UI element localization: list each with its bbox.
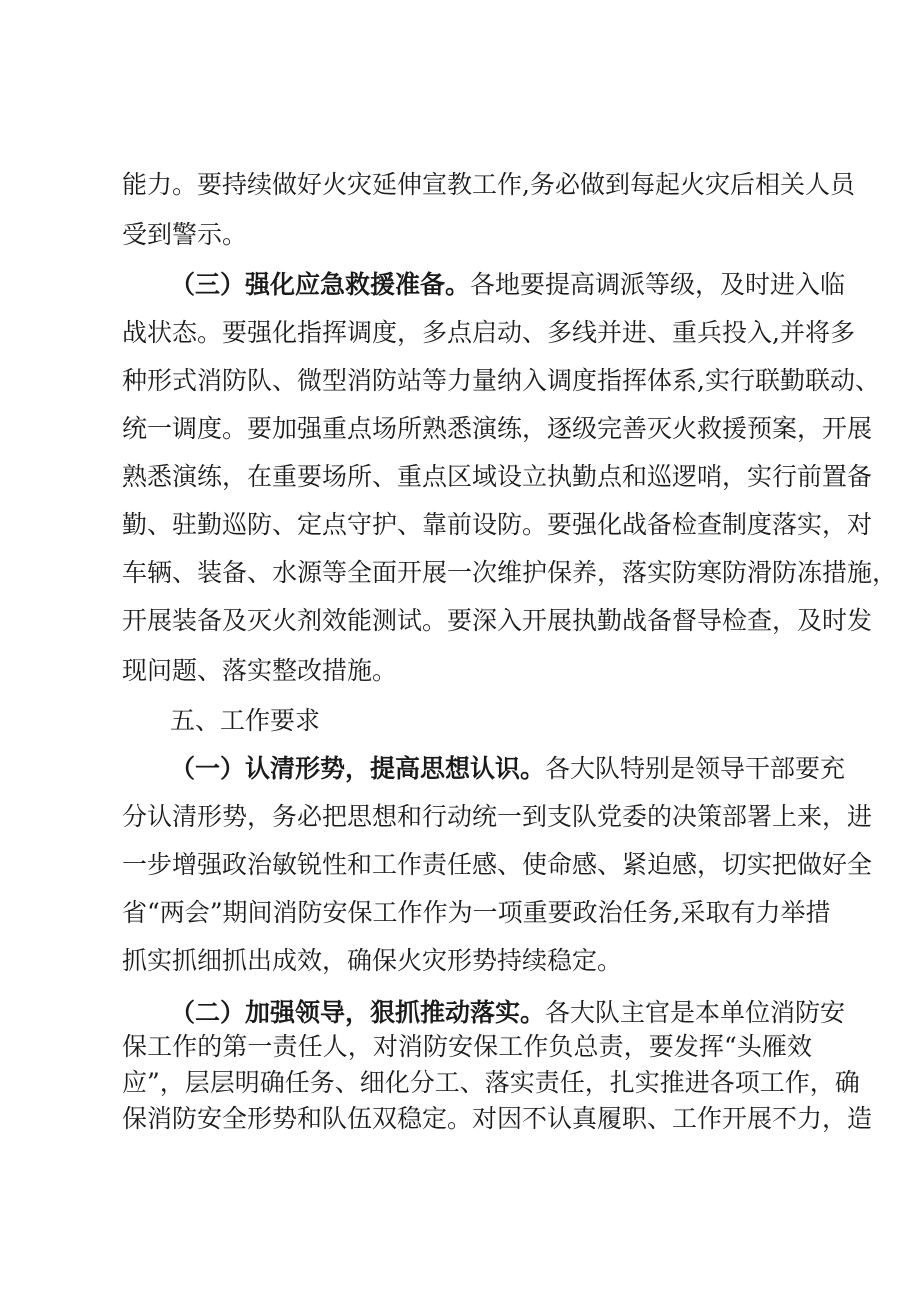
paragraph-line: 开展装备及灭火剂效能测试。要深入开展执勤战备督导检查，及时发 [122, 606, 873, 635]
paragraph-title: （二）加强领导，狠抓推动落实。 [170, 998, 546, 1027]
paragraph-line: 一步增强政治敏锐性和工作责任感、使命感、紧迫感，切实把做好全 [122, 850, 873, 879]
paragraph-title: （三）强化应急救援准备。 [170, 270, 471, 299]
paragraph-line: 应”，层层明确任务、细化分工、落实责任，扎实推进各项工作，确 [122, 1068, 860, 1097]
paragraph-text: 各地要提高调派等级，及时进入临 [470, 270, 846, 299]
paragraph-line: 现问题、落实整改措施。 [122, 656, 398, 685]
paragraph-text: 各大队特别是领导干部要充 [545, 754, 846, 783]
paragraph-line: 保消防安全形势和队伍双稳定。对因不认真履职、工作开展不力，造 [122, 1104, 873, 1133]
paragraph-line: 省“两会”期间消防安保工作作为一项重要政治任务,采取有力举措 [122, 898, 831, 927]
paragraph-line: 保工作的第一责任人，对消防安保工作负总责，要发挥“头雁效 [122, 1032, 812, 1061]
paragraph-first-line [170, 754, 846, 784]
paragraph-line: 勤、驻勤巡防、定点守护、靠前设防。要强化战备检查制度落实，对 [122, 510, 873, 539]
paragraph-line: 分认清形势，务必把思想和行动统一到支队党委的决策部署上来，进 [122, 802, 873, 831]
section-heading: 五、工作要求 [170, 706, 321, 735]
paragraph-first-line [170, 270, 846, 300]
paragraph-line: 统一调度。要加强重点场所熟悉演练，逐级完善灭火救援预案，开展 [122, 414, 873, 443]
paragraph-first-line [170, 998, 846, 1028]
paragraph-line: 能力。要持续做好火灾延伸宣教工作,务必做到每起火灾后相关人员 [122, 170, 855, 199]
paragraph-line: 战状态。要强化指挥调度，多点启动、多线并进、重兵投入,并将多 [122, 318, 855, 347]
paragraph-line: 熟悉演练，在重要场所、重点区域设立执勤点和巡逻哨，实行前置备 [122, 462, 873, 491]
paragraph-line: 抓实抓细抓出成效，确保火灾形势持续稳定。 [122, 946, 623, 975]
paragraph-line: 车辆、装备、水源等全面开展一次维护保养，落实防寒防滑防冻措施， [122, 558, 898, 587]
paragraph-line: 受到警示。 [122, 220, 248, 249]
paragraph-title: （一）认清形势，提高思想认识。 [170, 754, 546, 783]
paragraph-line: 种形式消防队、微型消防站等力量纳入调度指挥体系,实行联勤联动、 [122, 366, 880, 395]
paragraph-text: 各大队主官是本单位消防安 [545, 998, 846, 1027]
